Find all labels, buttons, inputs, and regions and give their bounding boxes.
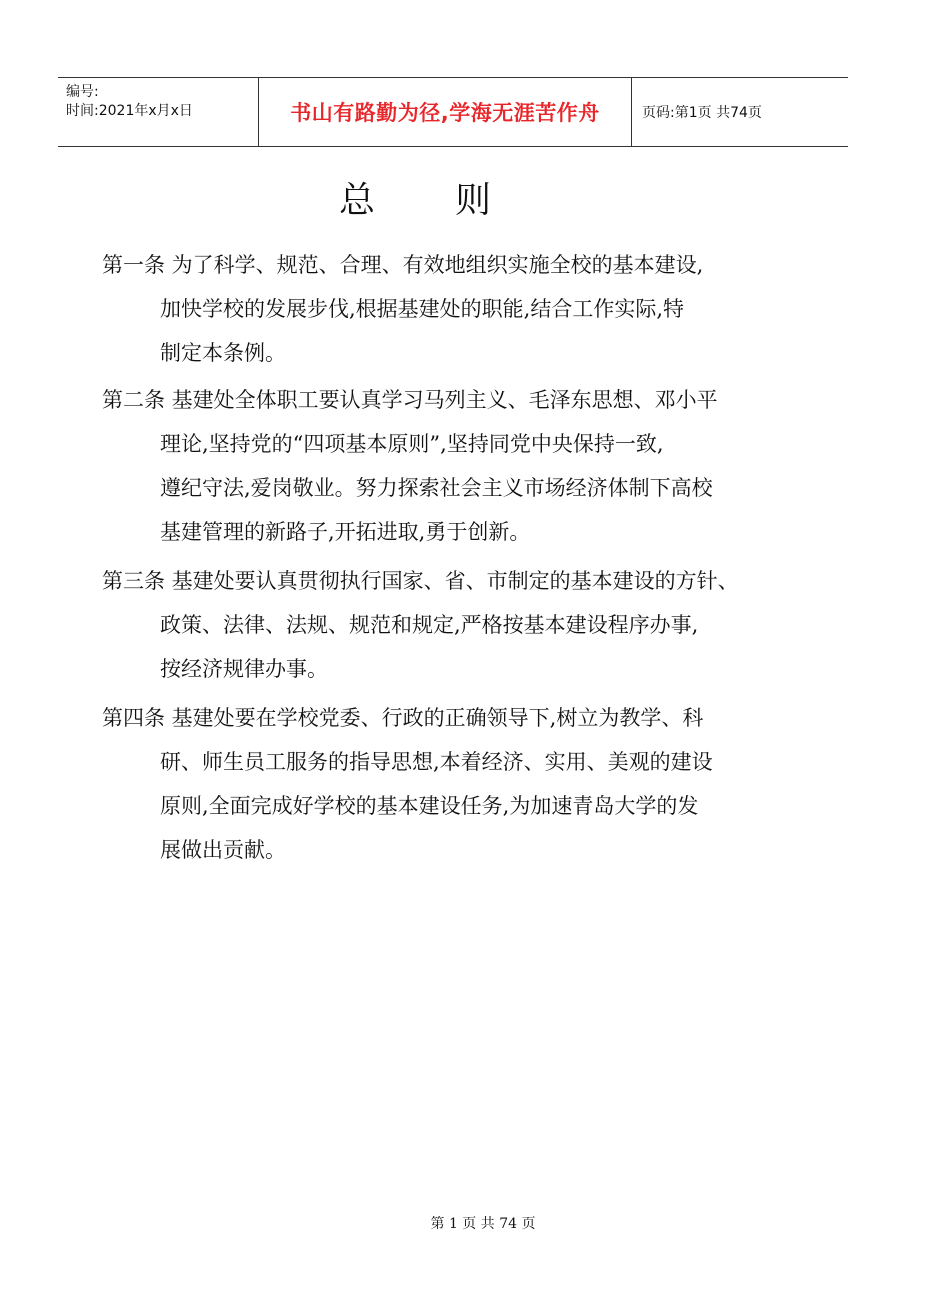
article-line: 基建管理的新路子,开拓进取,勇于创新。: [160, 520, 531, 544]
article-line: 第三条 基建处要认真贯彻执行国家、省、市制定的基本建设的方针、: [102, 569, 739, 593]
article-4: [102, 696, 802, 872]
page-footer: 第 1 页 共 74 页: [430, 1216, 536, 1232]
header-motto-cell: [258, 78, 632, 146]
article-line: 加快学校的发展步伐,根据基建处的职能,结合工作实际,特: [160, 297, 685, 321]
article-line: 制定本条例。: [160, 341, 286, 365]
document-date-label: 时间:2021年x月x日: [66, 103, 193, 119]
article-line: 原则,全面完成好学校的基本建设任务,为加速青岛大学的发: [160, 794, 699, 818]
article-2: [102, 378, 802, 554]
header-meta: [58, 78, 258, 146]
header-page-cell: [632, 78, 848, 146]
article-line: 理论,坚持党的“四项基本原则”,坚持同党中央保持一致,: [160, 432, 664, 456]
header-page-number: 页码:第1页 共74页: [642, 105, 762, 121]
article-line: 研、师生员工服务的指导思想,本着经济、实用、美观的建设: [160, 750, 713, 774]
article-line: 第四条 基建处要在学校党委、行政的正确领导下,树立为教学、科: [102, 706, 704, 730]
page-header: [58, 77, 848, 147]
article-line: 遵纪守法,爱岗敬业。努力探索社会主义市场经济体制下高校: [160, 476, 713, 500]
article-line: 展做出贡献。: [160, 838, 286, 862]
article-line: 第二条 基建处全体职工要认真学习马列主义、毛泽东思想、邓小平: [102, 388, 718, 412]
article-3: [102, 559, 802, 691]
article-line: 政策、法律、法规、规范和规定,严格按基本建设程序办事,: [160, 613, 699, 637]
article-1: [102, 243, 802, 375]
header-motto: 书山有路勤为径,学海无涯苦作舟: [290, 101, 600, 125]
document-title: 总则: [338, 180, 571, 221]
document-number-label: 编号:: [66, 84, 99, 100]
article-line: 第一条 为了科学、规范、合理、有效地组织实施全校的基本建设,: [102, 253, 704, 277]
article-line: 按经济规律办事。: [160, 657, 328, 681]
